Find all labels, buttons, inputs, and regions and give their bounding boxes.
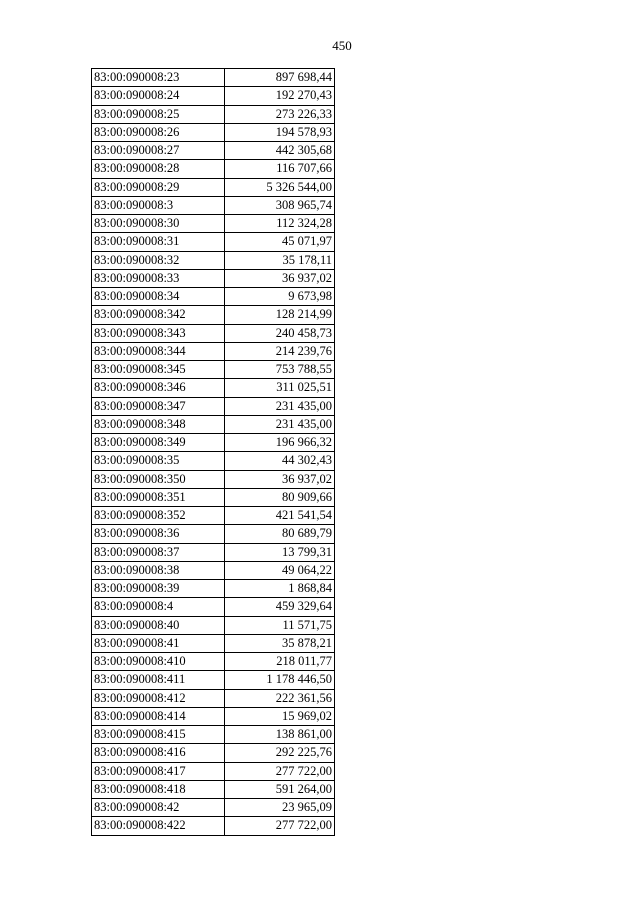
value-cell: 116 707,66 — [225, 160, 335, 178]
table-row — [92, 233, 335, 251]
table-row — [92, 269, 335, 287]
cadastral-number-cell: 83:00:090008:352 — [92, 507, 225, 525]
table-row — [92, 817, 335, 835]
value-cell: 138 861,00 — [225, 726, 335, 744]
table-row — [92, 488, 335, 506]
value-cell: 231 435,00 — [225, 397, 335, 415]
cadastral-number-cell: 83:00:090008:23 — [92, 69, 225, 87]
cadastral-number-cell: 83:00:090008:343 — [92, 324, 225, 342]
page-number: 450 — [332, 38, 352, 53]
cadastral-number-cell: 83:00:090008:34 — [92, 288, 225, 306]
value-cell: 753 788,55 — [225, 361, 335, 379]
table-row — [92, 452, 335, 470]
value-cell: 421 541,54 — [225, 507, 335, 525]
table-row — [92, 707, 335, 725]
cadastral-number-cell: 83:00:090008:422 — [92, 817, 225, 835]
cadastral-number-cell: 83:00:090008:347 — [92, 397, 225, 415]
cadastral-number-cell: 83:00:090008:345 — [92, 361, 225, 379]
value-cell: 44 302,43 — [225, 452, 335, 470]
table-row — [92, 178, 335, 196]
value-cell: 311 025,51 — [225, 379, 335, 397]
table-row — [92, 306, 335, 324]
cadastral-number-cell: 83:00:090008:35 — [92, 452, 225, 470]
table-row — [92, 288, 335, 306]
table-row — [92, 726, 335, 744]
table-row — [92, 342, 335, 360]
cadastral-number-cell: 83:00:090008:32 — [92, 251, 225, 269]
cadastral-number-cell: 83:00:090008:346 — [92, 379, 225, 397]
table-row — [92, 379, 335, 397]
value-cell: 23 965,09 — [225, 799, 335, 817]
value-cell: 459 329,64 — [225, 598, 335, 616]
value-cell: 214 239,76 — [225, 342, 335, 360]
table-row — [92, 762, 335, 780]
table-row — [92, 470, 335, 488]
table-row — [92, 507, 335, 525]
table-row — [92, 434, 335, 452]
cadastral-number-cell: 83:00:090008:37 — [92, 543, 225, 561]
table-row — [92, 324, 335, 342]
cadastral-number-cell: 83:00:090008:410 — [92, 653, 225, 671]
cadastral-number-cell: 83:00:090008:28 — [92, 160, 225, 178]
cadastral-number-cell: 83:00:090008:4 — [92, 598, 225, 616]
cadastral-number-cell: 83:00:090008:351 — [92, 488, 225, 506]
table-row — [92, 251, 335, 269]
table-row — [92, 671, 335, 689]
table-row — [92, 69, 335, 87]
value-cell: 277 722,00 — [225, 817, 335, 835]
table-row — [92, 123, 335, 141]
value-cell: 1 178 446,50 — [225, 671, 335, 689]
table-row — [92, 215, 335, 233]
cadastral-number-cell: 83:00:090008:417 — [92, 762, 225, 780]
table-row — [92, 415, 335, 433]
value-cell: 9 673,98 — [225, 288, 335, 306]
table-row — [92, 799, 335, 817]
cadastral-number-cell: 83:00:090008:349 — [92, 434, 225, 452]
value-cell: 35 178,11 — [225, 251, 335, 269]
cadastral-number-cell: 83:00:090008:348 — [92, 415, 225, 433]
table-row — [92, 543, 335, 561]
cadastral-number-cell: 83:00:090008:415 — [92, 726, 225, 744]
value-cell: 218 011,77 — [225, 653, 335, 671]
cadastral-number-cell: 83:00:090008:31 — [92, 233, 225, 251]
value-cell: 231 435,00 — [225, 415, 335, 433]
value-cell: 1 868,84 — [225, 580, 335, 598]
value-cell: 80 909,66 — [225, 488, 335, 506]
cadastral-number-cell: 83:00:090008:25 — [92, 105, 225, 123]
value-cell: 442 305,68 — [225, 142, 335, 160]
table-row — [92, 561, 335, 579]
table-row — [92, 142, 335, 160]
table-row — [92, 616, 335, 634]
cadastral-number-cell: 83:00:090008:40 — [92, 616, 225, 634]
value-cell: 591 264,00 — [225, 780, 335, 798]
cadastral-number-cell: 83:00:090008:41 — [92, 634, 225, 652]
cadastral-number-cell: 83:00:090008:3 — [92, 196, 225, 214]
value-cell: 13 799,31 — [225, 543, 335, 561]
cadastral-number-cell: 83:00:090008:42 — [92, 799, 225, 817]
cadastral-number-cell: 83:00:090008:24 — [92, 87, 225, 105]
table-row — [92, 744, 335, 762]
table-row — [92, 397, 335, 415]
table-row — [92, 105, 335, 123]
table-row — [92, 689, 335, 707]
value-cell: 308 965,74 — [225, 196, 335, 214]
table-row — [92, 361, 335, 379]
cadastral-number-cell: 83:00:090008:350 — [92, 470, 225, 488]
table-row — [92, 525, 335, 543]
value-cell: 35 878,21 — [225, 634, 335, 652]
cadastral-number-cell: 83:00:090008:412 — [92, 689, 225, 707]
value-cell: 128 214,99 — [225, 306, 335, 324]
table-row — [92, 196, 335, 214]
value-cell: 15 969,02 — [225, 707, 335, 725]
value-cell: 277 722,00 — [225, 762, 335, 780]
value-cell: 292 225,76 — [225, 744, 335, 762]
value-cell: 49 064,22 — [225, 561, 335, 579]
table-body — [92, 69, 335, 836]
cadastral-number-cell: 83:00:090008:411 — [92, 671, 225, 689]
cadastral-number-cell: 83:00:090008:33 — [92, 269, 225, 287]
value-cell: 11 571,75 — [225, 616, 335, 634]
table-row — [92, 598, 335, 616]
table-row — [92, 780, 335, 798]
value-cell: 897 698,44 — [225, 69, 335, 87]
cadastral-number-cell: 83:00:090008:27 — [92, 142, 225, 160]
value-cell: 36 937,02 — [225, 470, 335, 488]
table-row — [92, 160, 335, 178]
value-cell: 45 071,97 — [225, 233, 335, 251]
table-row — [92, 580, 335, 598]
cadastral-number-cell: 83:00:090008:39 — [92, 580, 225, 598]
cadastral-number-cell: 83:00:090008:26 — [92, 123, 225, 141]
value-cell: 194 578,93 — [225, 123, 335, 141]
value-cell: 80 689,79 — [225, 525, 335, 543]
table-row — [92, 653, 335, 671]
cadastral-number-cell: 83:00:090008:36 — [92, 525, 225, 543]
value-cell: 222 361,56 — [225, 689, 335, 707]
value-cell: 112 324,28 — [225, 215, 335, 233]
cadastral-number-cell: 83:00:090008:29 — [92, 178, 225, 196]
cadastral-value-table — [91, 68, 335, 836]
value-cell: 240 458,73 — [225, 324, 335, 342]
cadastral-number-cell: 83:00:090008:38 — [92, 561, 225, 579]
cadastral-number-cell: 83:00:090008:30 — [92, 215, 225, 233]
table-row — [92, 634, 335, 652]
cadastral-number-cell: 83:00:090008:418 — [92, 780, 225, 798]
value-cell: 273 226,33 — [225, 105, 335, 123]
cadastral-number-cell: 83:00:090008:416 — [92, 744, 225, 762]
value-cell: 192 270,43 — [225, 87, 335, 105]
cadastral-number-cell: 83:00:090008:414 — [92, 707, 225, 725]
value-cell: 5 326 544,00 — [225, 178, 335, 196]
table-row — [92, 87, 335, 105]
value-cell: 36 937,02 — [225, 269, 335, 287]
cadastral-number-cell: 83:00:090008:344 — [92, 342, 225, 360]
value-cell: 196 966,32 — [225, 434, 335, 452]
cadastral-number-cell: 83:00:090008:342 — [92, 306, 225, 324]
